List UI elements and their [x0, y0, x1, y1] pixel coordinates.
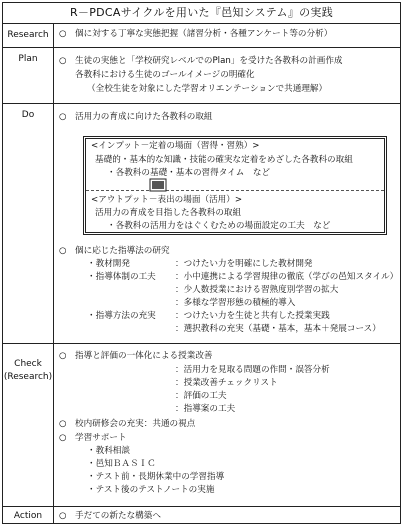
support-item-4: ・テスト後のテストノートの実施: [87, 485, 215, 495]
inout-separator: [86, 190, 384, 191]
method-value-1: ：つけたい力を明確にした教材開発: [175, 259, 313, 269]
check-line-2: 校内研修会の充実：共通の視点: [75, 419, 196, 429]
do-line-1: 活用力の育成に向けた各教科の取組: [75, 112, 213, 122]
input-heading: <インプット－定着の場面（習得・習熟）>: [91, 141, 260, 151]
input-line-2: ・各教科の基礎・基本の習得タイム など: [107, 168, 271, 178]
method-value-3a: ：つけたい力を生徒と共有した授業実践: [175, 311, 330, 321]
bullet-icon: ○: [59, 246, 67, 256]
bullet-icon: ○: [59, 56, 67, 66]
support-item-1: ・教科相談: [87, 446, 130, 456]
label-do: Do: [21, 110, 35, 120]
method-label-1: ・教材開発: [87, 259, 130, 269]
check-item-1: ：活用力を見取る問題の作問・誤答分析: [175, 365, 330, 375]
research-line: 個に対する丁寧な実態把握（諸習分析・各種アンケート等の分析）: [75, 29, 333, 39]
support-item-2: ・邑知ＢＡＳＩＣ: [87, 459, 156, 469]
down-arrow-icon: [149, 178, 167, 192]
action-line: 手だての新たな構築へ: [75, 511, 161, 521]
bullet-icon: ○: [59, 433, 67, 443]
output-heading: <アウトプット－表出の場面（活用）>: [91, 195, 243, 205]
row-divider-check: [3, 506, 400, 507]
support-item-3: ・テスト前・長期休業中の学習指導: [87, 472, 225, 482]
bullet-icon: ○: [59, 419, 67, 429]
column-divider: [53, 23, 54, 523]
plan-line-3: （全校生徒を対象にした学習オリエンテーションで共通理解）: [87, 84, 328, 94]
label-research: Research: [7, 30, 49, 40]
label-check-research: (Research): [3, 372, 53, 382]
bullet-icon: ○: [59, 112, 67, 122]
row-divider-do: [3, 343, 400, 344]
bullet-icon: ○: [59, 351, 67, 361]
plan-line-1: 生徒の実態と「学校研究レベルでのPlan」を受けた各教科の計画作成: [75, 56, 343, 66]
check-line-3: 学習サポート: [75, 433, 127, 443]
bullet-icon: ○: [59, 29, 67, 39]
do-line-2: 個に応じた指導法の研究: [75, 246, 170, 256]
method-label-2: ・指導体制の工夫: [87, 272, 156, 282]
method-value-2b: ：少人数授業における習熟度別学習の拡大: [175, 285, 339, 295]
row-divider-plan: [3, 103, 400, 104]
method-label-3: ・指導方法の充実: [87, 311, 156, 321]
check-item-3: ：評価の工夫: [175, 391, 227, 401]
plan-line-2: 各教科における生徒のゴールイメージの明確化: [75, 70, 255, 80]
bullet-icon: ○: [59, 511, 67, 521]
label-check: Check: [14, 359, 42, 369]
check-line-1: 指導と評価の一体化による授業改善: [75, 351, 213, 361]
page-title: R－PDCAサイクルを用いた『邑知システム』の実践: [3, 3, 400, 24]
check-item-2: ：授業改善チェックリスト: [175, 378, 278, 388]
method-value-3b: ：選択教科の充実（基礎・基本，基本＋発展コース）: [175, 324, 381, 334]
check-item-4: ：指導案の工夫: [175, 404, 236, 414]
output-line-1: 活用力の育成を目指した各教科の取組: [95, 208, 242, 218]
table-frame: [2, 2, 401, 524]
row-divider-research: [3, 47, 400, 48]
label-plan: Plan: [18, 54, 38, 64]
method-value-2c: ：多様な学習形態の積極的導入: [175, 298, 296, 308]
output-line-2: ・各教科の活用力をはぐくむための場面設定の工夫 など: [107, 221, 331, 231]
label-action: Action: [13, 511, 43, 521]
method-value-2a: ：小中連携による学習規律の徹底（学びの邑知スタイル）: [175, 272, 399, 282]
input-line-1: 基礎的・基本的な知識・技能の確実な定着をめざした各教科の取組: [95, 155, 353, 165]
